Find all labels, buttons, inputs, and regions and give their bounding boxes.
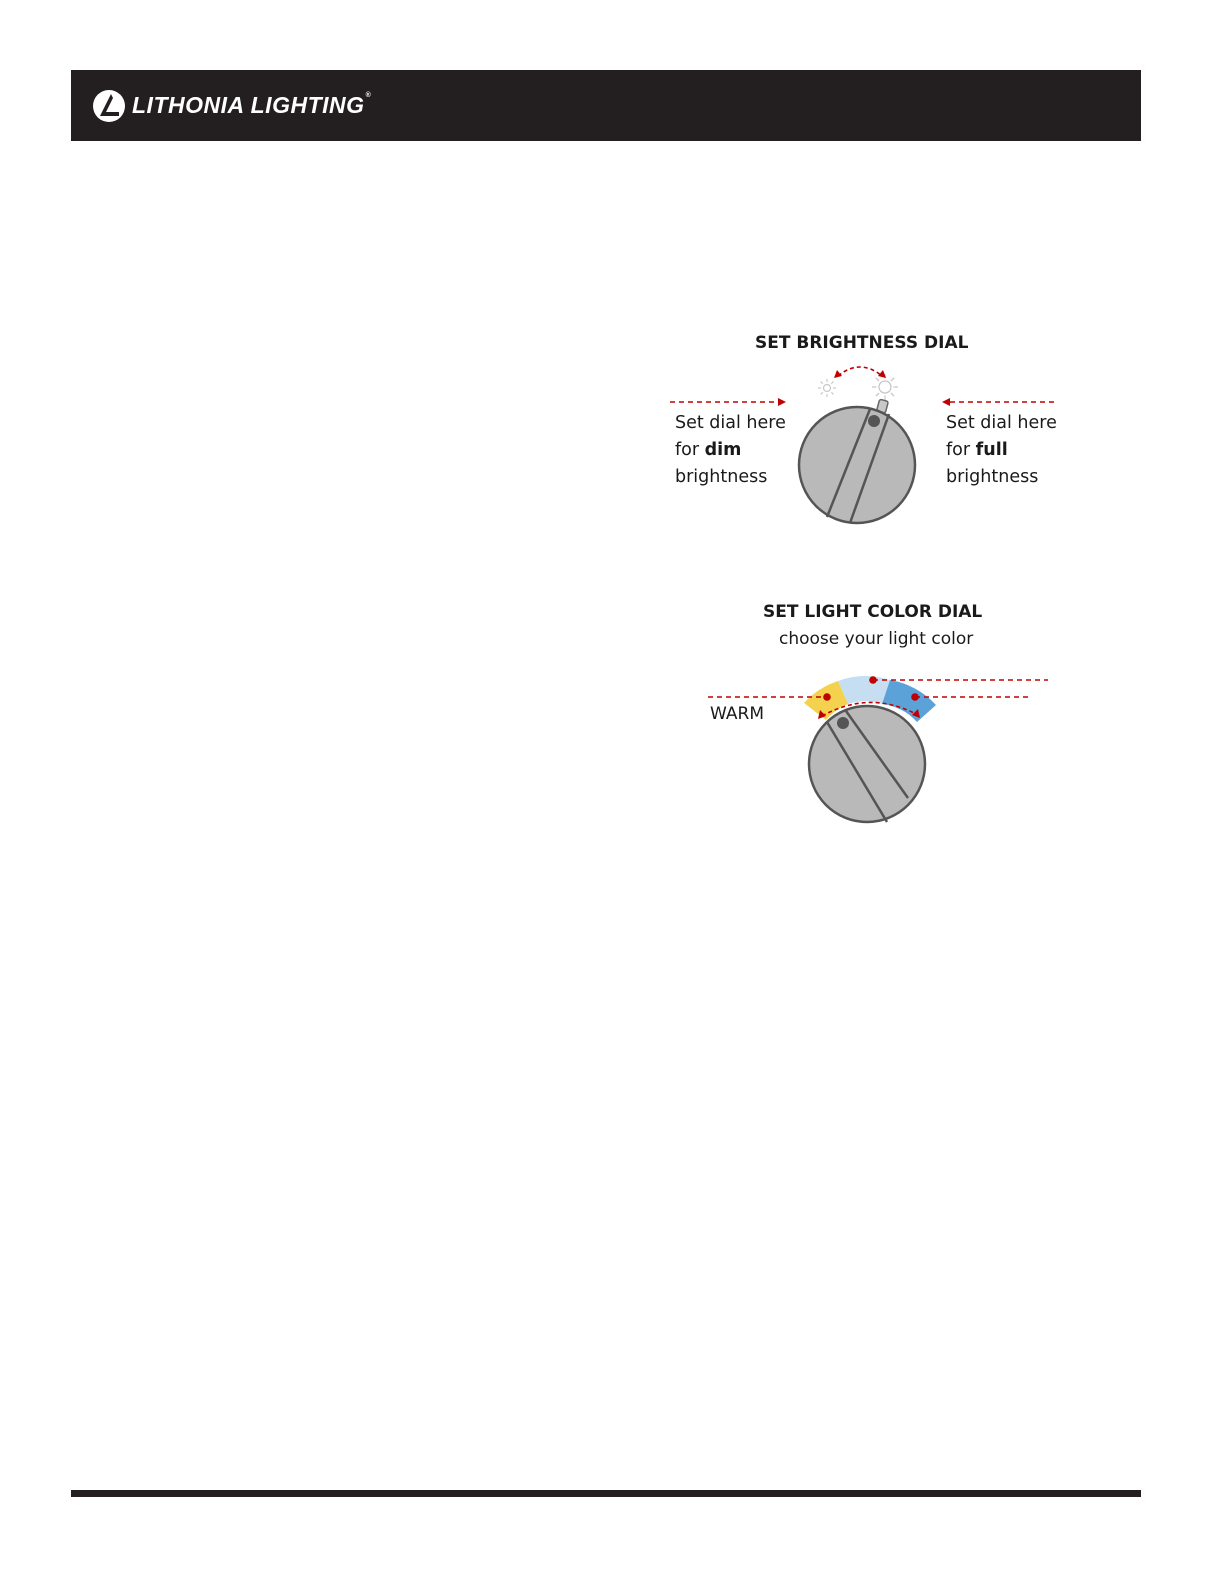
footer-rule <box>71 1490 1141 1497</box>
dim-brightness-note: Set dial here for dim brightness <box>675 413 786 487</box>
double-arrow-icon <box>830 362 890 382</box>
brand-logo <box>92 87 437 127</box>
left-pointer-arrow <box>670 397 790 407</box>
brightness-dial-title: SET BRIGHTNESS DIAL <box>755 333 969 353</box>
right-pointer-arrow <box>940 397 1060 407</box>
brightness-dial-knob[interactable] <box>798 398 918 528</box>
color-dial-title: SET LIGHT COLOR DIAL <box>763 602 983 622</box>
brand-name: LITHONIA LIGHTING® <box>132 92 372 118</box>
color-dial-knob[interactable] <box>805 698 930 828</box>
lithonia-logo-icon <box>92 89 126 123</box>
warm-label: WARM <box>710 704 764 724</box>
color-dial-subtitle: choose your light color <box>779 629 974 649</box>
full-brightness-note: Set dial here for full brightness <box>946 413 1057 487</box>
